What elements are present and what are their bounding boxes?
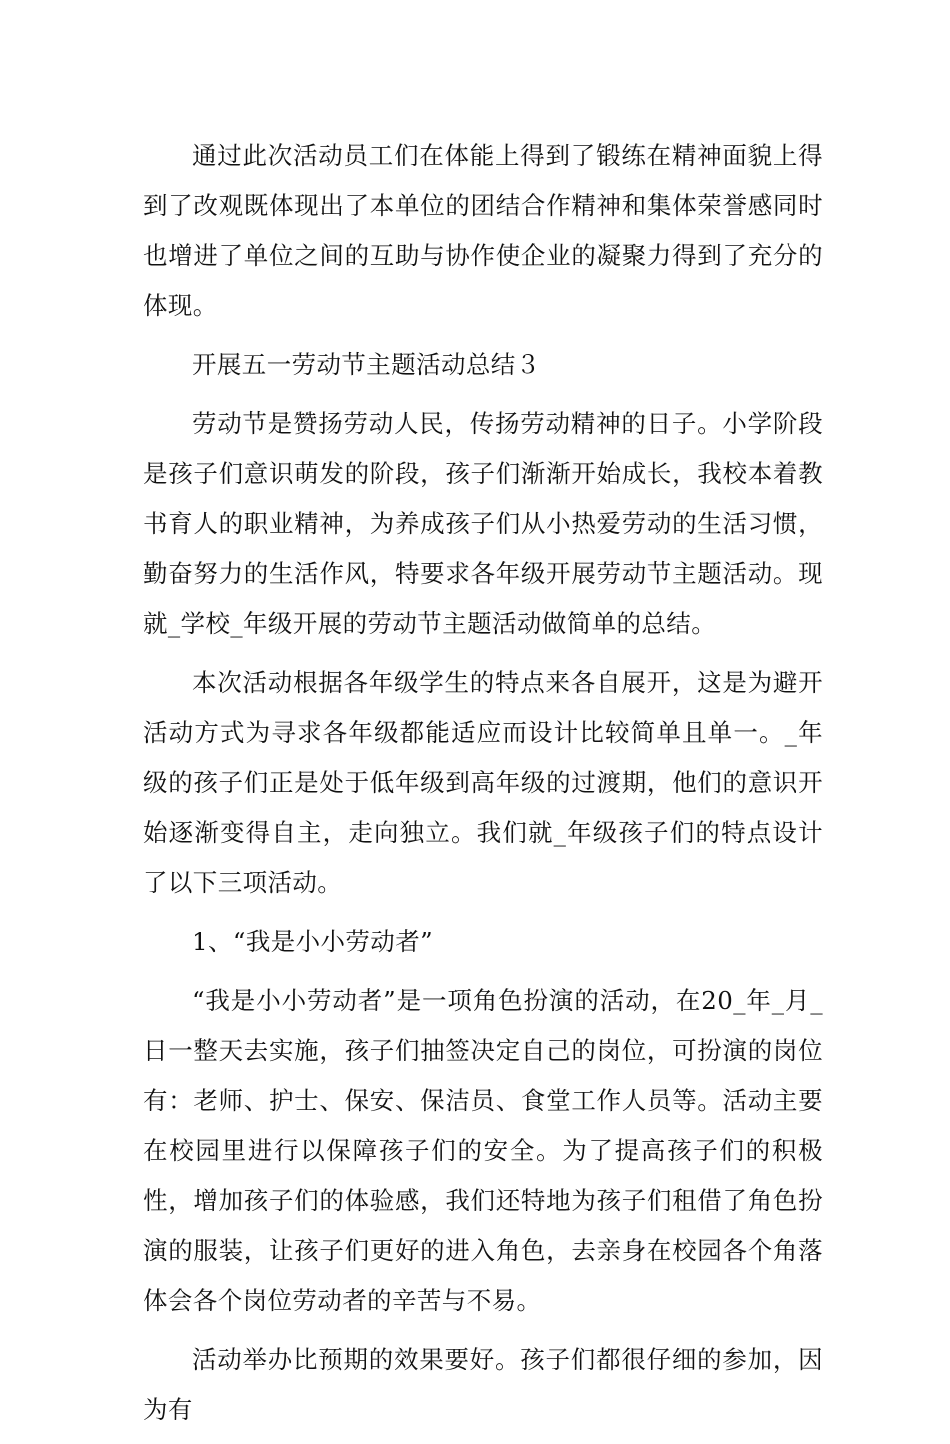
- paragraph-role-play: “我是小小劳动者”是一项角色扮演的活动，在20_年_月_日一整天去实施，孩子们抽签决定自己的岗位，可扮演的岗位有：老师、护士、保安、保洁员、食堂工作人员等。活动主要在校园里进行以保障孩子们的安全。为了提高孩子们的积极性，增加孩子们的体验感，我们还特地为孩子们租借了角色扮演的服装，让孩子们更好的进入角色，去亲身在校园各个角落体会各个岗位劳动者的辛苦与不易。: [143, 986, 823, 1315]
- paragraph-labor-day-intro: 劳动节是赞扬劳动人民，传扬劳动精神的日子。小学阶段是孩子们意识萌发的阶段，孩子们渐渐开始成长，我校本着教书育人的职业精神，为养成孩子们从小热爱劳动的生活习惯，勤奋努力的生活作风，特要求各年级开展劳动节主题活动。现就_学校_年级开展的劳动节主题活动做简单的总结。: [143, 409, 823, 638]
- section-title-summary-3: 开展五一劳动节主题活动总结３: [192, 350, 541, 379]
- paragraph-activity-design: 本次活动根据各年级学生的特点来各自展开，这是为避开活动方式为寻求各年级都能适应而设计比较简单且单一。_年级的孩子们正是处于低年级到高年级的过渡期，他们的意识开始逐渐变得自主，走向独立。我们就_年级孩子们的特点设计了以下三项活动。: [143, 668, 823, 897]
- paragraph-activity-result: 通过此次活动员工们在体能上得到了锻练在精神面貌上得到了改观既体现出了本单位的团结合作精神和集体荣誉感同时也增进了单位之间的互助与协作使企业的凝聚力得到了充分的体现。: [143, 141, 823, 320]
- paragraph-activity-outcome: 活动举办比预期的效果要好。孩子们都很仔细的参加，因为有: [143, 1345, 823, 1424]
- document-body: [143, 131, 823, 1444]
- subheading-little-laborer: 1、“我是小小劳动者”: [192, 927, 434, 956]
